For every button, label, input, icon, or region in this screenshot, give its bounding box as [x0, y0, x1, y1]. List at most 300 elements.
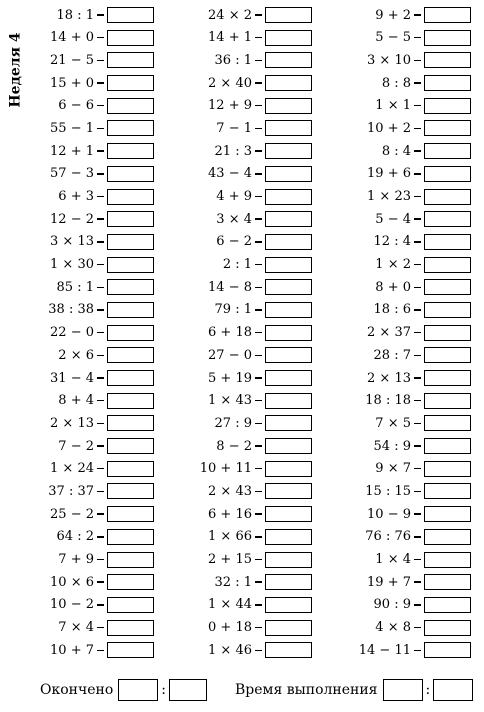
answer-box[interactable]	[107, 211, 154, 227]
equals-dash	[414, 355, 421, 356]
answer-box[interactable]	[265, 620, 312, 636]
problem-row	[180, 572, 312, 592]
answer-box[interactable]	[424, 143, 471, 159]
problem-row	[22, 572, 154, 592]
problem-row	[180, 118, 312, 138]
problem-expression: 1 × 46	[208, 642, 252, 658]
problem-expression: 14 − 8	[208, 279, 252, 295]
problem-expression: 8 + 4	[58, 393, 94, 409]
finished-label: Окончено	[40, 682, 114, 698]
equals-dash	[255, 355, 262, 356]
equals-dash	[255, 468, 262, 469]
problem-expression: 0 + 18	[208, 620, 252, 636]
answer-box[interactable]	[107, 552, 154, 568]
equals-dash	[414, 60, 421, 61]
problem-column-3	[339, 5, 471, 663]
problem-expression: 14 + 0	[50, 30, 94, 46]
answer-box[interactable]	[424, 52, 471, 68]
problem-row	[180, 436, 312, 456]
answer-box[interactable]	[265, 393, 312, 409]
problem-row	[180, 640, 312, 660]
problem-expression: 10 + 11	[199, 461, 252, 477]
equals-dash	[255, 445, 262, 446]
answer-box[interactable]	[265, 211, 312, 227]
equals-dash	[414, 400, 421, 401]
problem-expression: 7 + 9	[58, 552, 94, 567]
problem-expression: 43 − 4	[208, 166, 252, 182]
equals-dash	[97, 627, 104, 628]
problem-expression: 31 − 4	[50, 370, 94, 386]
equals-dash	[97, 445, 104, 446]
equals-dash	[97, 536, 104, 537]
problem-expression: 6 + 16	[208, 506, 252, 522]
equals-dash	[97, 173, 104, 174]
problem-expression: 5 − 4	[375, 211, 411, 227]
answer-box[interactable]	[107, 189, 154, 205]
problem-expression: 12 + 1	[50, 143, 94, 159]
answer-box[interactable]	[265, 370, 312, 386]
problem-expression: 1 × 1	[375, 98, 411, 114]
answer-box[interactable]	[107, 143, 154, 159]
problem-row	[339, 5, 471, 25]
problem-row	[180, 255, 312, 275]
answer-box[interactable]	[424, 234, 471, 250]
equals-dash	[414, 559, 421, 560]
equals-dash	[255, 82, 262, 83]
answer-box[interactable]	[107, 597, 154, 613]
answer-box[interactable]	[424, 597, 471, 613]
problem-row	[339, 209, 471, 229]
problem-column-2	[180, 5, 312, 663]
problem-expression: 79 : 1	[214, 302, 252, 318]
problem-row	[22, 550, 154, 570]
answer-box[interactable]	[107, 7, 154, 23]
answer-box[interactable]	[424, 461, 471, 477]
problem-row	[22, 368, 154, 388]
equals-dash	[414, 513, 421, 514]
problem-row	[339, 640, 471, 660]
problem-expression: 1 × 23	[367, 189, 411, 204]
problem-row	[180, 96, 312, 116]
problem-row	[22, 164, 154, 184]
answer-box[interactable]	[424, 257, 471, 273]
problem-expression: 19 + 7	[367, 574, 411, 590]
answer-box[interactable]	[107, 30, 154, 46]
problem-expression: 6 + 18	[208, 325, 252, 341]
answer-box[interactable]	[424, 211, 471, 227]
answer-box[interactable]	[265, 143, 312, 159]
problem-row	[339, 595, 471, 615]
equals-dash	[414, 264, 421, 265]
problem-expression: 22 − 0	[50, 325, 94, 341]
problem-row	[339, 391, 471, 411]
problem-expression: 1 × 66	[208, 529, 252, 545]
problem-row	[22, 277, 154, 297]
problem-expression: 64 : 2	[56, 529, 94, 545]
problem-row	[22, 232, 154, 252]
problem-row	[180, 187, 312, 207]
answer-box[interactable]	[107, 120, 154, 136]
equals-dash	[255, 377, 262, 378]
answer-box[interactable]	[265, 529, 312, 545]
equals-dash	[97, 150, 104, 151]
problem-row	[180, 481, 312, 501]
problem-row	[22, 640, 154, 660]
finished-hours-box[interactable]	[118, 679, 158, 701]
equals-dash	[414, 536, 421, 537]
answer-box[interactable]	[265, 75, 312, 91]
answer-box[interactable]	[107, 234, 154, 250]
answer-box[interactable]	[265, 7, 312, 23]
equals-dash	[414, 105, 421, 106]
problem-row	[180, 413, 312, 433]
equals-dash	[97, 287, 104, 288]
equals-dash	[97, 468, 104, 469]
equals-dash	[97, 650, 104, 651]
problem-expression: 3 × 4	[216, 211, 252, 227]
finished-minutes-box[interactable]	[169, 679, 207, 701]
answer-box[interactable]	[424, 347, 471, 363]
problem-row	[180, 459, 312, 479]
answer-box[interactable]	[107, 483, 154, 499]
problem-row	[22, 481, 154, 501]
problem-expression: 4 + 9	[216, 189, 252, 204]
equals-dash	[97, 196, 104, 197]
equals-dash	[97, 400, 104, 401]
equals-dash	[414, 423, 421, 424]
answer-box[interactable]	[265, 257, 312, 273]
answer-box[interactable]	[424, 325, 471, 341]
equals-dash	[255, 173, 262, 174]
problem-expression: 8 : 8	[381, 75, 411, 91]
problem-row	[180, 300, 312, 320]
problem-expression: 5 − 5	[375, 30, 411, 46]
problem-row	[180, 618, 312, 638]
problem-expression: 1 × 30	[50, 257, 94, 273]
problem-expression: 85 : 1	[56, 279, 94, 295]
problem-row	[22, 187, 154, 207]
answer-box[interactable]	[107, 438, 154, 454]
problem-row	[339, 277, 471, 297]
equals-dash	[255, 559, 262, 560]
answer-box[interactable]	[107, 574, 154, 590]
equals-dash	[414, 650, 421, 651]
problem-expression: 1 × 44	[208, 597, 252, 613]
equals-dash	[414, 196, 421, 197]
finished-separator: :	[161, 682, 167, 698]
answer-box[interactable]	[107, 347, 154, 363]
answer-box[interactable]	[265, 438, 312, 454]
problem-row	[180, 28, 312, 48]
answer-box[interactable]	[424, 189, 471, 205]
answer-box[interactable]	[424, 415, 471, 431]
problem-row	[180, 164, 312, 184]
answer-box[interactable]	[107, 642, 154, 658]
elapsed-label: Время выполнения	[235, 682, 378, 698]
answer-box[interactable]	[265, 325, 312, 341]
problem-expression: 38 : 38	[48, 302, 94, 318]
problem-row	[339, 504, 471, 524]
equals-dash	[414, 218, 421, 219]
equals-dash	[414, 309, 421, 310]
problem-expression: 3 × 13	[50, 234, 94, 250]
problem-expression: 7 × 5	[375, 415, 411, 431]
answer-box[interactable]	[424, 30, 471, 46]
problem-expression: 2 × 13	[367, 370, 411, 386]
problem-expression: 2 × 43	[208, 483, 252, 499]
problem-expression: 7 − 2	[58, 438, 94, 454]
problem-row	[339, 141, 471, 161]
equals-dash	[414, 377, 421, 378]
problem-row	[180, 277, 312, 297]
problem-row	[180, 50, 312, 70]
answer-box[interactable]	[107, 325, 154, 341]
equals-dash	[255, 60, 262, 61]
problem-expression: 10 + 2	[367, 120, 411, 136]
problem-row	[339, 232, 471, 252]
problem-expression: 2 × 13	[50, 415, 94, 431]
answer-box[interactable]	[424, 529, 471, 545]
equals-dash	[414, 287, 421, 288]
problem-row	[339, 527, 471, 547]
answer-box[interactable]	[424, 506, 471, 522]
answer-box[interactable]	[265, 483, 312, 499]
answer-box[interactable]	[424, 302, 471, 318]
problem-expression: 10 − 9	[367, 506, 411, 522]
equals-dash	[255, 37, 262, 38]
problem-row	[22, 73, 154, 93]
problem-row	[22, 595, 154, 615]
equals-dash	[414, 14, 421, 15]
problem-expression: 90 : 9	[373, 597, 411, 613]
answer-box[interactable]	[424, 574, 471, 590]
answer-box[interactable]	[424, 98, 471, 114]
equals-dash	[97, 14, 104, 15]
problem-row	[22, 436, 154, 456]
equals-dash	[414, 468, 421, 469]
answer-box[interactable]	[107, 279, 154, 295]
equals-dash	[414, 128, 421, 129]
answer-box[interactable]	[107, 529, 154, 545]
answer-box[interactable]	[424, 393, 471, 409]
answer-box[interactable]	[107, 98, 154, 114]
equals-dash	[414, 627, 421, 628]
equals-dash	[255, 196, 262, 197]
answer-box[interactable]	[265, 506, 312, 522]
equals-dash	[414, 241, 421, 242]
problem-row	[22, 5, 154, 25]
problem-row	[339, 73, 471, 93]
equals-dash	[97, 264, 104, 265]
equals-dash	[255, 581, 262, 582]
equals-dash	[255, 105, 262, 106]
problem-row	[22, 504, 154, 524]
answer-box[interactable]	[424, 120, 471, 136]
problem-expression: 6 − 2	[216, 234, 252, 250]
problem-expression: 27 − 0	[208, 347, 252, 363]
problem-expression: 14 + 1	[208, 30, 252, 46]
answer-box[interactable]	[107, 52, 154, 68]
problem-row	[339, 187, 471, 207]
answer-box[interactable]	[265, 234, 312, 250]
problem-row	[180, 345, 312, 365]
answer-box[interactable]	[265, 189, 312, 205]
problem-row	[339, 255, 471, 275]
problem-row	[339, 618, 471, 638]
problem-expression: 1 × 43	[208, 393, 252, 409]
answer-box[interactable]	[107, 393, 154, 409]
equals-dash	[255, 400, 262, 401]
answer-box[interactable]	[265, 98, 312, 114]
equals-dash	[97, 559, 104, 560]
answer-box[interactable]	[265, 52, 312, 68]
answer-box[interactable]	[424, 279, 471, 295]
equals-dash	[97, 513, 104, 514]
answer-box[interactable]	[424, 438, 471, 454]
problem-row	[22, 255, 154, 275]
equals-dash	[97, 377, 104, 378]
problem-row	[22, 391, 154, 411]
problem-column-1	[22, 5, 154, 663]
problem-expression: 12 : 4	[373, 234, 411, 250]
answer-box[interactable]	[265, 30, 312, 46]
problem-row	[339, 50, 471, 70]
equals-dash	[414, 37, 421, 38]
problem-row	[22, 118, 154, 138]
problem-expression: 76 : 76	[365, 529, 411, 545]
answer-box[interactable]	[424, 7, 471, 23]
equals-dash	[414, 604, 421, 605]
week-label-text: Неделя 4	[8, 32, 25, 108]
answer-box[interactable]	[107, 257, 154, 273]
answer-box[interactable]	[424, 552, 471, 568]
answer-box[interactable]	[265, 120, 312, 136]
answer-box[interactable]	[107, 302, 154, 318]
equals-dash	[97, 82, 104, 83]
problem-expression: 18 : 6	[373, 302, 411, 318]
problem-expression: 7 × 4	[58, 620, 94, 636]
problem-expression: 19 + 6	[367, 166, 411, 182]
answer-box[interactable]	[107, 75, 154, 91]
problem-expression: 18 : 18	[365, 393, 411, 409]
problem-expression: 5 + 19	[208, 370, 252, 386]
answer-box[interactable]	[107, 370, 154, 386]
equals-dash	[255, 150, 262, 151]
problem-expression: 54 : 9	[373, 438, 411, 454]
answer-box[interactable]	[265, 302, 312, 318]
problem-expression: 28 : 7	[373, 347, 411, 363]
answer-box[interactable]	[424, 75, 471, 91]
problem-row	[339, 118, 471, 138]
answer-box[interactable]	[424, 642, 471, 658]
problem-row	[339, 413, 471, 433]
problem-expression: 2 : 1	[222, 257, 252, 273]
answer-box[interactable]	[265, 574, 312, 590]
equals-dash	[255, 650, 262, 651]
problem-row	[22, 209, 154, 229]
answer-box[interactable]	[265, 279, 312, 295]
answer-box[interactable]	[107, 506, 154, 522]
equals-dash	[255, 309, 262, 310]
answer-box[interactable]	[265, 347, 312, 363]
answer-box[interactable]	[107, 461, 154, 477]
problem-row	[180, 550, 312, 570]
problem-row	[22, 413, 154, 433]
answer-box[interactable]	[265, 642, 312, 658]
problem-row	[339, 481, 471, 501]
equals-dash	[97, 581, 104, 582]
equals-dash	[97, 128, 104, 129]
problem-expression: 10 × 6	[50, 574, 94, 590]
answer-box[interactable]	[424, 483, 471, 499]
problem-expression: 6 + 3	[58, 189, 94, 204]
problem-expression: 7 − 1	[216, 120, 252, 136]
equals-dash	[255, 332, 262, 333]
problem-row	[22, 50, 154, 70]
problem-row	[180, 391, 312, 411]
equals-dash	[255, 128, 262, 129]
problem-row	[180, 232, 312, 252]
elapsed-seconds-box[interactable]	[433, 679, 473, 701]
answer-box[interactable]	[424, 370, 471, 386]
problem-row	[22, 459, 154, 479]
problem-expression: 9 + 2	[375, 7, 411, 23]
answer-box[interactable]	[265, 166, 312, 182]
answer-box[interactable]	[265, 597, 312, 613]
problem-expression: 57 − 3	[50, 166, 94, 182]
answer-box[interactable]	[265, 552, 312, 568]
problem-expression: 15 + 0	[50, 75, 94, 91]
problem-expression: 8 + 0	[375, 279, 411, 295]
equals-dash	[97, 423, 104, 424]
equals-dash	[97, 491, 104, 492]
equals-dash	[414, 581, 421, 582]
equals-dash	[255, 627, 262, 628]
answer-box[interactable]	[424, 166, 471, 182]
answer-box[interactable]	[107, 620, 154, 636]
equals-dash	[255, 241, 262, 242]
problem-expression: 24 × 2	[208, 7, 252, 23]
answer-box[interactable]	[107, 415, 154, 431]
answer-box[interactable]	[265, 461, 312, 477]
answer-box[interactable]	[107, 166, 154, 182]
answer-box[interactable]	[424, 620, 471, 636]
problem-expression: 4 × 8	[375, 620, 411, 636]
problem-expression: 8 − 2	[216, 438, 252, 454]
equals-dash	[255, 536, 262, 537]
equals-dash	[414, 82, 421, 83]
problem-expression: 12 − 2	[50, 211, 94, 227]
problem-expression: 1 × 2	[375, 257, 411, 273]
problem-row	[180, 73, 312, 93]
problem-expression: 37 : 37	[48, 483, 94, 499]
problem-row	[22, 300, 154, 320]
problem-row	[339, 436, 471, 456]
problem-row	[22, 323, 154, 343]
problem-expression: 2 + 15	[208, 552, 252, 567]
equals-dash	[97, 218, 104, 219]
answer-box[interactable]	[265, 415, 312, 431]
equals-dash	[97, 241, 104, 242]
equals-dash	[97, 105, 104, 106]
problem-row	[339, 368, 471, 388]
problem-row	[22, 618, 154, 638]
elapsed-minutes-box[interactable]	[383, 679, 423, 701]
problem-expression: 36 : 1	[214, 52, 252, 68]
problem-row	[339, 28, 471, 48]
elapsed-separator: :	[425, 682, 431, 698]
problem-row	[22, 28, 154, 48]
